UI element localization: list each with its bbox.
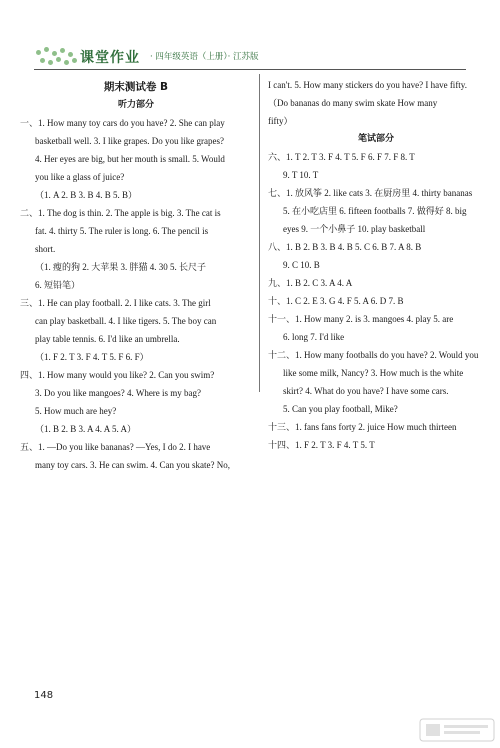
page-header	[34, 44, 264, 70]
answer-line: （1. A 2. B 3. B 4. B 5. B）	[35, 190, 138, 200]
answer-line: fifty）	[268, 116, 293, 126]
answer-line: 5. How much are hey?	[35, 406, 117, 416]
answer-line: skirt? 4. What do you have? I have some cars.	[283, 386, 449, 396]
answer-line: can play basketball. 4. I like tigers. 5. The boy can	[35, 316, 217, 326]
answer-line: 十四、1. F 2. T 3. F 4. T 5. T	[268, 440, 375, 450]
answer-line: 五、1. —Do you like bananas? —Yes, I do 2. I have	[20, 442, 211, 452]
answer-line: （Do bananas do many swim skate How many	[268, 98, 438, 108]
answer-line: 6. 短铅笔）	[35, 280, 81, 290]
answer-line: 三、1. He can play football. 2. I like cats. 3. The girl	[20, 298, 211, 308]
writing-answers	[268, 148, 484, 454]
decorative-dots-icon	[34, 46, 78, 68]
answer-line: 八、1. B 2. B 3. B 4. B 5. C 6. B 7. A 8. B	[268, 242, 422, 252]
page-number: 148	[34, 690, 54, 701]
answer-line: 四、1. How many would you like? 2. Can you swim?	[20, 370, 215, 380]
answer-line: play table tennis. 6. I'd like an umbrella.	[35, 334, 180, 344]
answer-line: （1. B 2. B 3. A 4. A 5. A）	[35, 424, 137, 434]
listening-answers-continued	[268, 76, 484, 130]
answer-line: 六、1. T 2. T 3. F 4. T 5. F 6. F 7. F 8. T	[268, 152, 415, 162]
listening-answers	[20, 114, 252, 474]
left-column	[20, 76, 252, 474]
answer-line: fat. 4. thirty 5. The ruler is long. 6. The pencil is	[35, 226, 209, 236]
answer-line: 十、1. C 2. E 3. G 4. F 5. A 6. D 7. B	[268, 296, 404, 306]
answer-line: （1. 瘦的狗 2. 大苹果 3. 胖猫 4. 30 5. 长尺子	[35, 262, 207, 272]
answer-line: many toy cars. 3. He can swim. 4. Can you skate? No,	[35, 460, 230, 470]
answer-line: 十一、1. How many 2. is 3. mangoes 4. play 5. are	[268, 314, 454, 324]
answer-line: 5. Can you play football, Mike?	[283, 404, 398, 414]
watermark-logo-icon	[418, 716, 496, 744]
header-rule	[34, 69, 466, 70]
answer-line: I can't. 5. How many stickers do you have? I have fifty.	[268, 80, 467, 90]
answer-line: you like a glass of juice?	[35, 172, 125, 182]
answer-line: 十三、1. fans fans forty 2. juice How much thirteen	[268, 422, 457, 432]
answer-line: basketball well. 3. I like grapes. Do you like grapes?	[35, 136, 224, 146]
answer-line: eyes 9. 一个小鼻子 10. play basketball	[283, 224, 426, 234]
right-column	[268, 76, 484, 454]
answer-line: 一、1. How many toy cars do you have? 2. She can play	[20, 118, 225, 128]
answer-line: 5. 在小吃店里 6. fifteen footballs 7. 做得好 8. big	[283, 206, 467, 216]
exam-title: 期末测试卷 B	[103, 81, 169, 93]
answer-line: like some milk, Nancy? 3. How much is the white	[283, 368, 464, 378]
answer-line: 七、1. 放风筝 2. like cats 3. 在厨房里 4. thirty bananas	[268, 188, 473, 198]
answer-line: 3. Do you like mangoes? 4. Where is my bag?	[35, 388, 202, 398]
listening-section-heading: 听力部分	[117, 100, 154, 110]
brand-subtitle: · 四年级英语（上册）· 江苏版	[150, 52, 259, 62]
answer-line: 九、1. B 2. C 3. A 4. A	[268, 278, 353, 288]
writing-section-heading: 笔试部分	[357, 134, 394, 144]
answer-line: 9. C 10. B	[283, 260, 320, 270]
answer-line: 6. long 7. I'd like	[283, 332, 345, 342]
column-divider	[259, 74, 260, 392]
answer-line: 十二、1. How many footballs do you have? 2. Would you	[268, 350, 479, 360]
answer-line: short.	[35, 244, 56, 254]
answer-line: （1. F 2. T 3. F 4. T 5. F 6. F）	[35, 352, 149, 362]
answer-line: 9. T 10. T	[283, 170, 319, 180]
brand-title: 课堂作业	[80, 50, 140, 66]
answer-line: 4. Her eyes are big, but her mouth is small. 5. Would	[35, 154, 225, 164]
answer-line: 二、1. The dog is thin. 2. The apple is big. 3. The cat is	[20, 208, 221, 218]
